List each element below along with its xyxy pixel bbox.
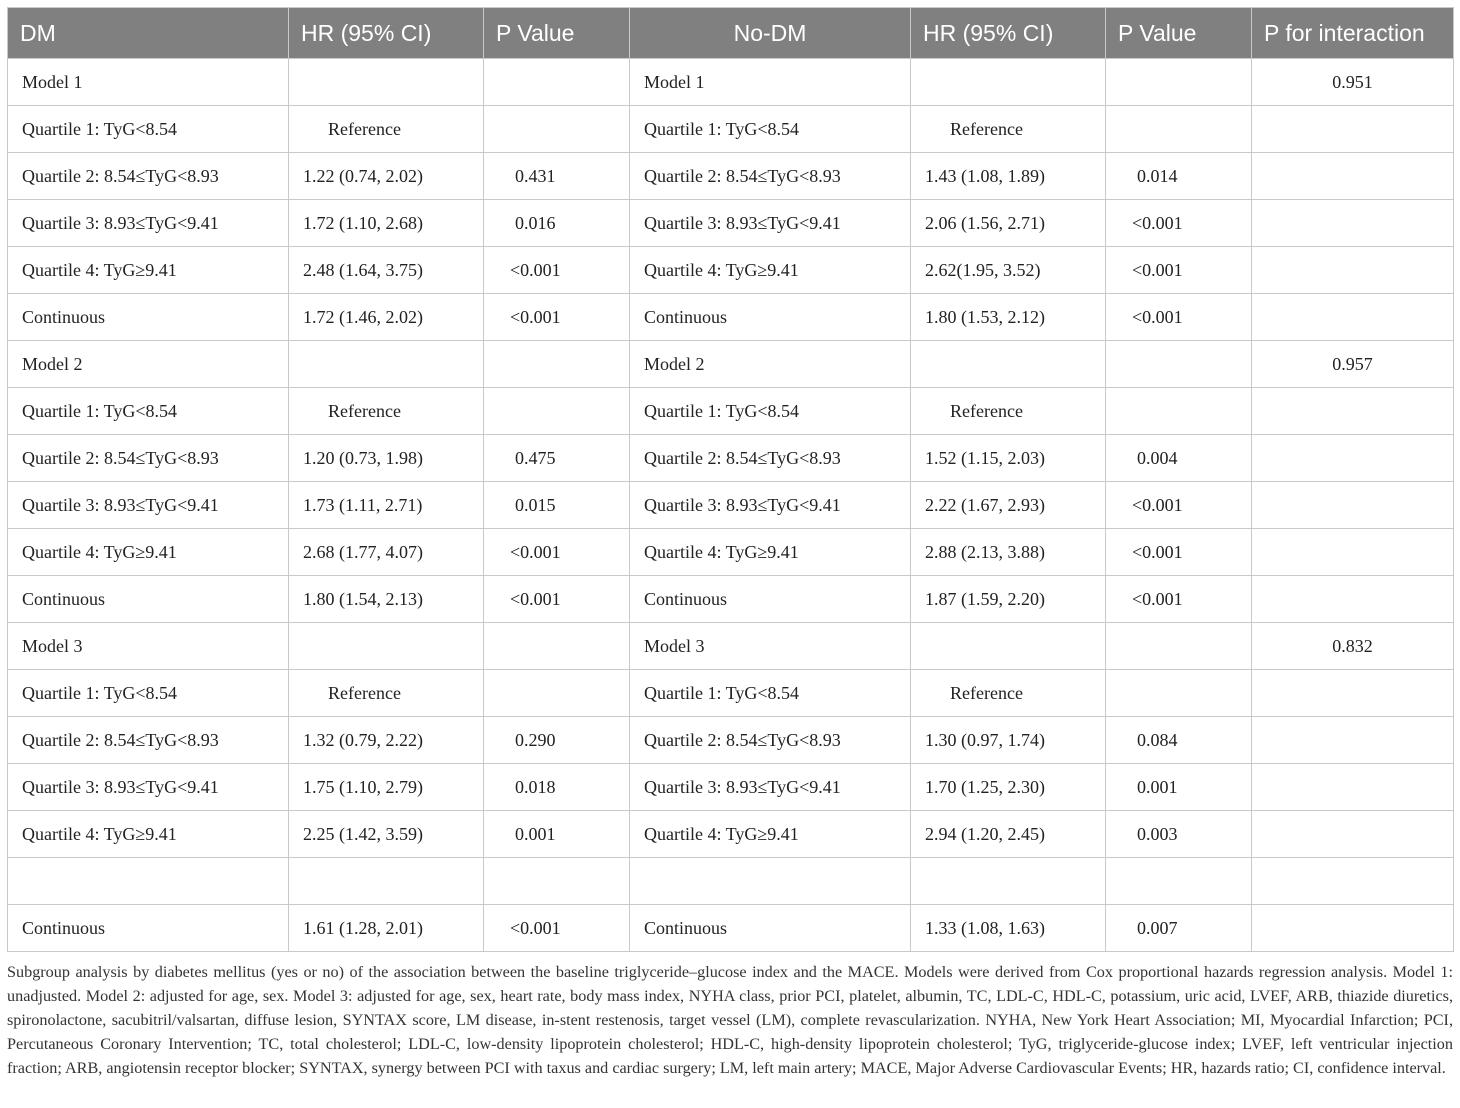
dm-hr-cell	[289, 341, 484, 388]
table-row	[8, 435, 1454, 482]
p-interaction-cell	[1252, 388, 1454, 435]
nodm-p-value-cell	[1106, 623, 1252, 670]
dm-p-value-cell	[484, 106, 630, 153]
dm-p-value-cell: 0.475	[484, 435, 630, 482]
p-interaction-cell: 0.957	[1252, 341, 1454, 388]
dm-label-cell: Model 2	[8, 341, 289, 388]
table-row	[8, 247, 1454, 294]
table-row	[8, 294, 1454, 341]
p-interaction-cell	[1252, 200, 1454, 247]
dm-p-value-cell: <0.001	[484, 247, 630, 294]
header-no-dm: No-DM	[630, 8, 911, 59]
dm-hr-cell: 1.72 (1.10, 2.68)	[289, 200, 484, 247]
dm-hr-cell: 2.68 (1.77, 4.07)	[289, 529, 484, 576]
table-row	[8, 623, 1454, 670]
dm-label-cell: Quartile 2: 8.54≤TyG<8.93	[8, 435, 289, 482]
dm-p-value-cell: 0.431	[484, 153, 630, 200]
dm-label-cell: Quartile 2: 8.54≤TyG<8.93	[8, 717, 289, 764]
nodm-p-value-cell: <0.001	[1106, 200, 1252, 247]
nodm-label-cell: Quartile 4: TyG≥9.41	[630, 529, 911, 576]
dm-hr-cell: 2.25 (1.42, 3.59)	[289, 811, 484, 858]
dm-hr-cell: 1.32 (0.79, 2.22)	[289, 717, 484, 764]
dm-hr-cell	[289, 858, 484, 905]
table-row	[8, 811, 1454, 858]
dm-p-value-cell: 0.015	[484, 482, 630, 529]
dm-label-cell: Continuous	[8, 576, 289, 623]
dm-hr-cell: Reference	[289, 670, 484, 717]
dm-p-value-cell: <0.001	[484, 576, 630, 623]
dm-hr-cell: 1.72 (1.46, 2.02)	[289, 294, 484, 341]
nodm-p-value-cell: 0.084	[1106, 717, 1252, 764]
dm-label-cell: Continuous	[8, 905, 289, 952]
nodm-label-cell: Continuous	[630, 294, 911, 341]
header-p-interaction: P for interaction	[1252, 8, 1454, 59]
dm-hr-cell: 1.20 (0.73, 1.98)	[289, 435, 484, 482]
nodm-hr-cell: 1.70 (1.25, 2.30)	[911, 764, 1106, 811]
nodm-hr-cell: 1.80 (1.53, 2.12)	[911, 294, 1106, 341]
header-dm: DM	[8, 8, 289, 59]
dm-p-value-cell	[484, 670, 630, 717]
dm-hr-cell: 1.61 (1.28, 2.01)	[289, 905, 484, 952]
header-nodm-p-value: P Value	[1106, 8, 1252, 59]
table-row	[8, 670, 1454, 717]
dm-hr-cell: Reference	[289, 106, 484, 153]
nodm-hr-cell: Reference	[911, 106, 1106, 153]
nodm-hr-cell	[911, 341, 1106, 388]
table-row	[8, 200, 1454, 247]
dm-label-cell: Quartile 3: 8.93≤TyG<9.41	[8, 482, 289, 529]
nodm-hr-cell: 1.43 (1.08, 1.89)	[911, 153, 1106, 200]
dm-p-value-cell	[484, 388, 630, 435]
table-row	[8, 341, 1454, 388]
dm-p-value-cell: 0.016	[484, 200, 630, 247]
dm-label-cell: Quartile 2: 8.54≤TyG<8.93	[8, 153, 289, 200]
nodm-label-cell: Model 1	[630, 59, 911, 106]
dm-label-cell: Quartile 3: 8.93≤TyG<9.41	[8, 200, 289, 247]
nodm-hr-cell: Reference	[911, 670, 1106, 717]
dm-hr-cell: 1.80 (1.54, 2.13)	[289, 576, 484, 623]
nodm-hr-cell	[911, 858, 1106, 905]
nodm-label-cell: Model 3	[630, 623, 911, 670]
nodm-label-cell: Quartile 3: 8.93≤TyG<9.41	[630, 764, 911, 811]
dm-hr-cell: Reference	[289, 388, 484, 435]
header-dm-hr: HR (95% CI)	[289, 8, 484, 59]
nodm-p-value-cell	[1106, 59, 1252, 106]
nodm-label-cell: Quartile 1: TyG<8.54	[630, 388, 911, 435]
p-interaction-cell	[1252, 294, 1454, 341]
dm-hr-cell: 1.22 (0.74, 2.02)	[289, 153, 484, 200]
p-interaction-cell	[1252, 576, 1454, 623]
nodm-p-value-cell: <0.001	[1106, 529, 1252, 576]
table-row	[8, 858, 1454, 905]
header-nodm-hr: HR (95% CI)	[911, 8, 1106, 59]
nodm-hr-cell: 2.88 (2.13, 3.88)	[911, 529, 1106, 576]
nodm-hr-cell: 2.62(1.95, 3.52)	[911, 247, 1106, 294]
nodm-label-cell: Continuous	[630, 905, 911, 952]
p-interaction-cell	[1252, 905, 1454, 952]
dm-p-value-cell: <0.001	[484, 529, 630, 576]
nodm-hr-cell: 1.52 (1.15, 2.03)	[911, 435, 1106, 482]
nodm-label-cell: Quartile 2: 8.54≤TyG<8.93	[630, 153, 911, 200]
table-container	[7, 7, 1453, 1080]
nodm-p-value-cell: 0.004	[1106, 435, 1252, 482]
table-row	[8, 388, 1454, 435]
nodm-hr-cell: 2.06 (1.56, 2.71)	[911, 200, 1106, 247]
nodm-p-value-cell	[1106, 858, 1252, 905]
dm-hr-cell: 2.48 (1.64, 3.75)	[289, 247, 484, 294]
nodm-hr-cell	[911, 59, 1106, 106]
table-row	[8, 106, 1454, 153]
dm-hr-cell: 1.73 (1.11, 2.71)	[289, 482, 484, 529]
table-row	[8, 717, 1454, 764]
dm-label-cell: Model 3	[8, 623, 289, 670]
nodm-p-value-cell: 0.007	[1106, 905, 1252, 952]
dm-label-cell: Quartile 4: TyG≥9.41	[8, 811, 289, 858]
nodm-p-value-cell: 0.001	[1106, 764, 1252, 811]
table-row	[8, 764, 1454, 811]
nodm-label-cell: Continuous	[630, 576, 911, 623]
nodm-label-cell	[630, 858, 911, 905]
p-interaction-cell: 0.832	[1252, 623, 1454, 670]
p-interaction-cell	[1252, 529, 1454, 576]
nodm-p-value-cell	[1106, 388, 1252, 435]
header-row	[8, 8, 1454, 59]
p-interaction-cell	[1252, 153, 1454, 200]
nodm-label-cell: Quartile 1: TyG<8.54	[630, 106, 911, 153]
table-row	[8, 59, 1454, 106]
p-interaction-cell	[1252, 435, 1454, 482]
nodm-hr-cell	[911, 623, 1106, 670]
nodm-p-value-cell: <0.001	[1106, 247, 1252, 294]
nodm-label-cell: Quartile 4: TyG≥9.41	[630, 811, 911, 858]
nodm-p-value-cell: <0.001	[1106, 482, 1252, 529]
dm-p-value-cell: 0.290	[484, 717, 630, 764]
dm-p-value-cell: 0.018	[484, 764, 630, 811]
nodm-hr-cell: 1.87 (1.59, 2.20)	[911, 576, 1106, 623]
dm-label-cell: Model 1	[8, 59, 289, 106]
nodm-p-value-cell	[1106, 670, 1252, 717]
nodm-hr-cell: 1.33 (1.08, 1.63)	[911, 905, 1106, 952]
nodm-label-cell: Quartile 4: TyG≥9.41	[630, 247, 911, 294]
nodm-label-cell: Quartile 3: 8.93≤TyG<9.41	[630, 200, 911, 247]
nodm-p-value-cell: <0.001	[1106, 576, 1252, 623]
p-interaction-cell	[1252, 717, 1454, 764]
dm-hr-cell	[289, 623, 484, 670]
table-body	[8, 59, 1454, 952]
nodm-p-value-cell: 0.014	[1106, 153, 1252, 200]
dm-label-cell: Quartile 4: TyG≥9.41	[8, 529, 289, 576]
nodm-label-cell: Quartile 2: 8.54≤TyG<8.93	[630, 717, 911, 764]
nodm-p-value-cell: <0.001	[1106, 294, 1252, 341]
p-interaction-cell	[1252, 106, 1454, 153]
dm-p-value-cell: <0.001	[484, 294, 630, 341]
dm-p-value-cell: <0.001	[484, 905, 630, 952]
dm-label-cell: Quartile 3: 8.93≤TyG<9.41	[8, 764, 289, 811]
nodm-p-value-cell: 0.003	[1106, 811, 1252, 858]
dm-p-value-cell	[484, 623, 630, 670]
nodm-hr-cell: Reference	[911, 388, 1106, 435]
table-row	[8, 576, 1454, 623]
dm-p-value-cell	[484, 59, 630, 106]
table-row	[8, 153, 1454, 200]
nodm-hr-cell: 2.94 (1.20, 2.45)	[911, 811, 1106, 858]
p-interaction-cell	[1252, 670, 1454, 717]
dm-p-value-cell	[484, 858, 630, 905]
table-row	[8, 905, 1454, 952]
p-interaction-cell: 0.951	[1252, 59, 1454, 106]
nodm-label-cell: Quartile 1: TyG<8.54	[630, 670, 911, 717]
nodm-label-cell: Quartile 3: 8.93≤TyG<9.41	[630, 482, 911, 529]
nodm-hr-cell: 1.30 (0.97, 1.74)	[911, 717, 1106, 764]
p-interaction-cell	[1252, 247, 1454, 294]
dm-label-cell: Continuous	[8, 294, 289, 341]
nodm-hr-cell: 2.22 (1.67, 2.93)	[911, 482, 1106, 529]
table-row	[8, 529, 1454, 576]
header-dm-p-value: P Value	[484, 8, 630, 59]
dm-label-cell: Quartile 4: TyG≥9.41	[8, 247, 289, 294]
dm-hr-cell	[289, 59, 484, 106]
dm-p-value-cell: 0.001	[484, 811, 630, 858]
nodm-label-cell: Quartile 2: 8.54≤TyG<8.93	[630, 435, 911, 482]
p-interaction-cell	[1252, 811, 1454, 858]
dm-label-cell: Quartile 1: TyG<8.54	[8, 106, 289, 153]
p-interaction-cell	[1252, 764, 1454, 811]
nodm-p-value-cell	[1106, 106, 1252, 153]
nodm-label-cell: Model 2	[630, 341, 911, 388]
dm-label-cell: Quartile 1: TyG<8.54	[8, 670, 289, 717]
dm-label-cell: Quartile 1: TyG<8.54	[8, 388, 289, 435]
results-table	[7, 7, 1454, 952]
table-footnote: Subgroup analysis by diabetes mellitus (yes or no) of the association between the baseline triglyceride–glucose index and the MACE. Models were derived from Cox proportional hazards regression analysis. Model 1: unadjusted. Model 2: adjusted for age, sex. Model 3: adjusted for age, sex, heart rate, body mass index, NYHA class, prior PCI, platelet, albumin, TC, LDL-C, HDL-C, potassium, uric acid, LVEF, ARB, thiazide diuretics, spironolactone, sacubitril/valsartan, diffuse lesion, SYNTAX score, LM disease, in-stent restenosis, target vessel (LM), complete revascularization. NYHA, New York Heart Association; MI, Myocardial Infarction; PCI, Percutaneous Coronary Intervention; TC, total cholesterol; LDL-C, low-density lipoprotein cholesterol; HDL-C, high-density lipoprotein cholesterol; TyG, triglyceride-glucose index; LVEF, left ventricular injection fraction; ARB, angiotensin receptor blocker; SYNTAX, synergy between PCI with taxus and cardiac surgery; LM, left main artery; MACE, Major Adverse Cardiovascular Events; HR, hazards ratio; CI, confidence interval.	[7, 963, 1453, 1077]
dm-hr-cell: 1.75 (1.10, 2.79)	[289, 764, 484, 811]
p-interaction-cell	[1252, 482, 1454, 529]
nodm-p-value-cell	[1106, 341, 1252, 388]
p-interaction-cell	[1252, 858, 1454, 905]
table-row	[8, 482, 1454, 529]
dm-p-value-cell	[484, 341, 630, 388]
dm-label-cell	[8, 858, 289, 905]
